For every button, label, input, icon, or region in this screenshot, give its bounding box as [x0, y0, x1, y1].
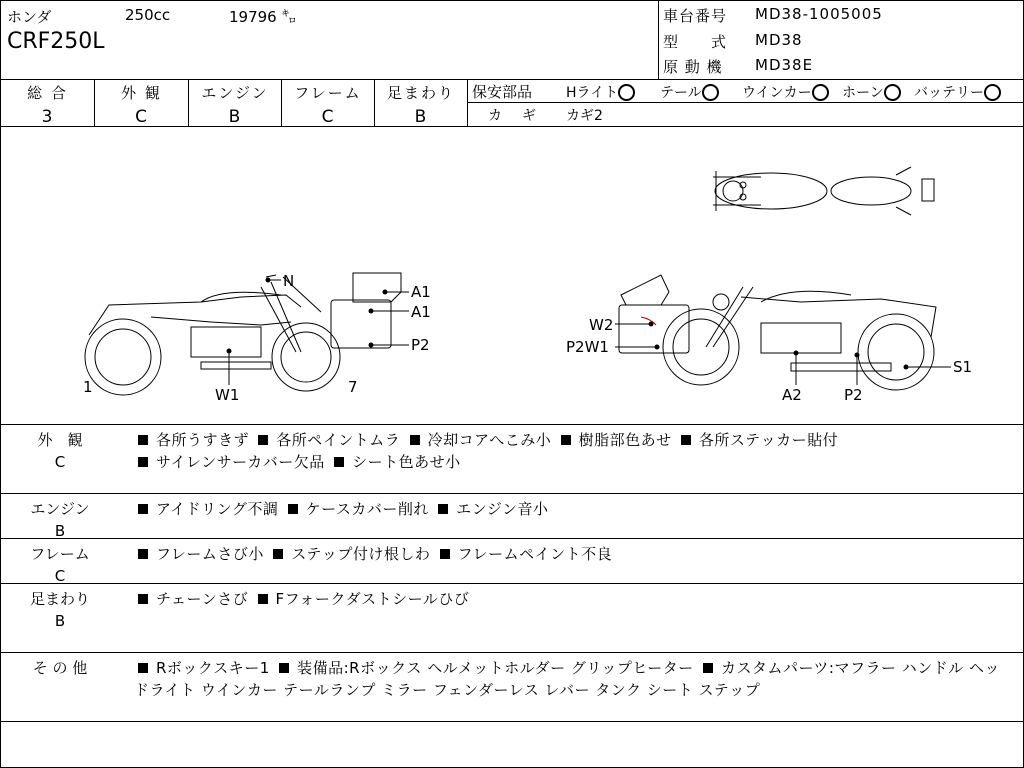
maker: ホンダ [7, 8, 52, 26]
bullet-square-icon [288, 504, 298, 514]
note-text: Fフォークダストシールひび [275, 590, 470, 608]
mileage: 19796 ㌔ [229, 8, 297, 26]
note-text: エンジン音小 [456, 500, 549, 518]
note-text: カスタムパーツ:マフラー ハンドル ヘッドライト ウインカー テールランプ ミラー フェンダーレス レバー タンク シート ステップ [134, 659, 1001, 699]
note-text: 装備品:Rボックス ヘルメットホルダー グリップヒーター [297, 659, 694, 677]
note-text: Rボックスキー1 [156, 659, 270, 677]
grade-engine [189, 80, 282, 126]
ok-circle-icon [702, 84, 719, 101]
diagram-label: 7 [348, 378, 358, 396]
section-grade: C [54, 567, 66, 585]
frame-number: MD38-1005005 [755, 5, 883, 23]
note-item [134, 431, 249, 449]
right-side-motorcycle [619, 275, 936, 390]
grade-exterior [95, 80, 189, 126]
safety-item [742, 82, 812, 102]
diagram-label: A1 [411, 283, 431, 301]
bullet-square-icon [561, 435, 571, 445]
grade-value: C [321, 107, 335, 127]
note-item [406, 431, 552, 449]
note-item [677, 431, 838, 449]
type-label: 型 式 [663, 33, 728, 51]
section-items [134, 657, 1014, 701]
diagram-label: W2 [589, 316, 614, 334]
grade-value: B [414, 107, 428, 127]
note-text: 各所ステッカー貼付 [698, 431, 839, 449]
section-frame [1, 539, 1023, 584]
safety-parts-row [468, 80, 1023, 103]
note-text: 冷却コアへこみ小 [427, 431, 552, 449]
registration-info [658, 1, 1023, 79]
type-value: MD38 [755, 31, 803, 49]
motorcycle-diagram [1, 127, 1023, 424]
safety-item [842, 82, 884, 102]
grade-label: 外 観 [121, 84, 162, 102]
top-view-motorcycle [713, 167, 934, 215]
bullet-square-icon [138, 435, 148, 445]
note-text: フレームペイント不良 [457, 545, 613, 563]
grade-label: エンジン [201, 84, 269, 102]
bullet-square-icon [138, 549, 148, 559]
note-item [269, 545, 430, 563]
note-item [134, 500, 278, 518]
diagram-label: N [283, 272, 295, 290]
bullet-square-icon [681, 435, 691, 445]
grade-bar [1, 80, 1023, 127]
note-text: ステップ付け根しわ [291, 545, 431, 563]
bullet-square-icon [273, 549, 283, 559]
bullet-square-icon [138, 457, 148, 467]
note-item [254, 431, 400, 449]
bullet-square-icon [438, 504, 448, 514]
note-item [254, 590, 470, 608]
grade-value: 3 [41, 107, 54, 127]
section-items [134, 543, 1014, 565]
note-text: フレームさび小 [156, 545, 264, 563]
note-item [284, 500, 429, 518]
safety-parts [468, 80, 1023, 126]
diagram-label: P2W1 [566, 338, 609, 356]
section-suspension [1, 584, 1023, 653]
note-item [434, 500, 548, 518]
ok-circle-icon [812, 84, 829, 101]
model-name: CRF250L [7, 29, 105, 54]
diagram-label: A1 [411, 303, 431, 321]
note-text: 各所うすきず [156, 431, 250, 449]
damage-diagram [1, 127, 1023, 425]
grade-label: フレーム [294, 84, 362, 102]
safety-item-label: テール [660, 85, 702, 101]
section-grade: B [54, 612, 66, 630]
note-text: ケースカバー削れ [305, 500, 429, 518]
key-value: カギ2 [566, 108, 603, 124]
section-label [1, 657, 119, 679]
section-items [134, 498, 1014, 520]
note-item [134, 545, 264, 563]
section-title: フレーム [30, 545, 90, 563]
bullet-square-icon [279, 663, 289, 673]
grade-value: C [135, 107, 148, 127]
diagram-label: S1 [953, 358, 973, 376]
bullet-square-icon [410, 435, 420, 445]
safety-item-label: バッテリー [914, 85, 984, 101]
grade-overall [1, 80, 95, 126]
note-item [134, 590, 248, 608]
section-items [134, 429, 1014, 473]
grade-label: 総 合 [27, 84, 68, 102]
note-text: アイドリング不調 [156, 500, 279, 518]
safety-item-label: Hライト [566, 85, 619, 101]
section-title: エンジン [30, 500, 90, 518]
section-label [1, 543, 119, 587]
section-title: 足まわり [29, 590, 90, 608]
section-other [1, 653, 1023, 722]
section-label [1, 498, 119, 542]
displacement: 250cc [125, 6, 171, 24]
section-title: 外 観 [37, 431, 83, 449]
note-text: 樹脂部色あせ [578, 431, 672, 449]
safety-item-label: ホーン [842, 85, 884, 101]
safety-item [914, 82, 984, 102]
diagram-label: 1 [83, 378, 93, 396]
key-label: カ ギ [488, 108, 539, 124]
bullet-square-icon [258, 594, 268, 604]
ok-circle-icon [618, 84, 635, 101]
section-label [1, 429, 119, 473]
note-text: 各所ペイントムラ [276, 431, 401, 449]
note-item [557, 431, 672, 449]
bullet-square-icon [138, 663, 148, 673]
left-side-motorcycle [85, 273, 401, 395]
note-item [436, 545, 612, 563]
bullet-square-icon [138, 594, 148, 604]
safety-title: 保安部品 [472, 83, 533, 101]
ok-circle-icon [984, 84, 1001, 101]
header [1, 1, 1023, 80]
engine-label: 原 動 機 [663, 58, 723, 76]
frame-number-label: 車台番号 [663, 7, 728, 25]
section-grade: B [54, 522, 66, 540]
bullet-square-icon [258, 435, 268, 445]
section-items [134, 588, 1014, 610]
section-grade: C [54, 453, 66, 471]
note-text: サイレンサーカバー欠品 [156, 453, 325, 471]
key-row [468, 103, 1023, 125]
bullet-square-icon [334, 457, 344, 467]
diagram-label: W1 [215, 386, 240, 404]
safety-item-label: ウインカー [742, 85, 812, 101]
engine-value: MD38E [755, 56, 814, 74]
diagram-label: P2 [844, 386, 863, 404]
note-item [330, 453, 461, 471]
note-item [275, 659, 694, 677]
section-label [1, 588, 119, 632]
safety-item [566, 82, 618, 102]
bullet-square-icon [703, 663, 713, 673]
note-text: チェーンさび [156, 590, 249, 608]
section-engine [1, 494, 1023, 539]
bullet-square-icon [440, 549, 450, 559]
ok-circle-icon [884, 84, 901, 101]
grade-suspension [375, 80, 468, 126]
note-item [134, 453, 325, 471]
grade-label: 足まわり [386, 84, 455, 102]
bullet-square-icon [138, 504, 148, 514]
note-text: シート色あせ小 [352, 453, 461, 471]
grade-frame [282, 80, 375, 126]
section-title: そ の 他 [32, 659, 88, 677]
grade-value: B [228, 107, 242, 127]
safety-item [660, 82, 702, 102]
section-exterior [1, 425, 1023, 494]
diagram-label: P2 [411, 336, 430, 354]
note-item [134, 659, 270, 677]
diagram-label: A2 [782, 386, 802, 404]
